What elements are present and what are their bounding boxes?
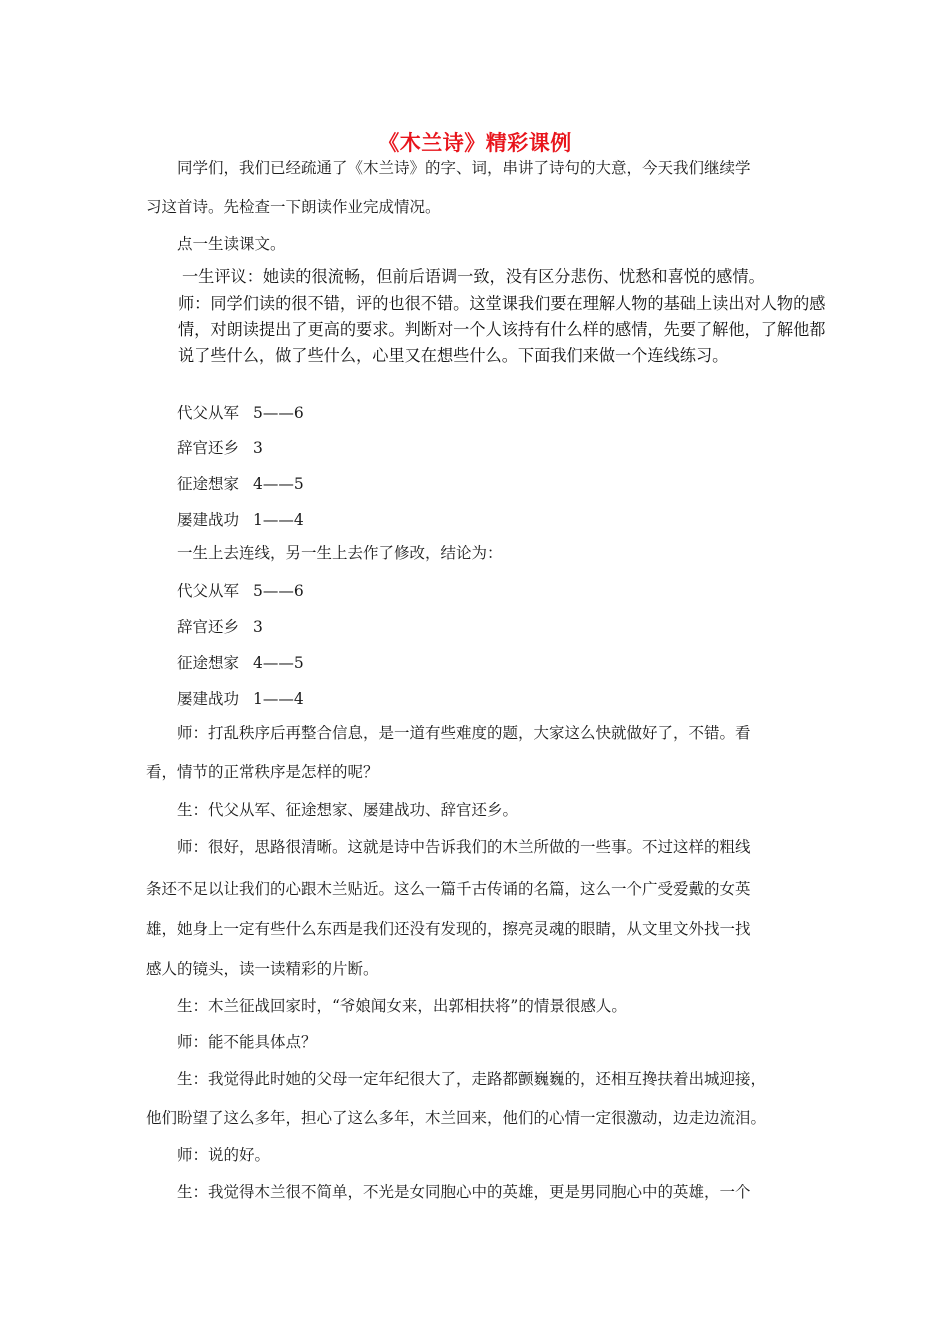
list-item-label: 辞官还乡 <box>177 439 240 457</box>
intro-line-1: 同学们，我们已经疏通了《木兰诗》的字、词，串讲了诗句的大意，今天我们继续学 <box>177 159 751 177</box>
list-item-label: 屡建战功 <box>177 690 240 708</box>
list-item-label: 征途想家 <box>177 654 240 672</box>
list-item <box>177 472 304 494</box>
list-item-value: 1——4 <box>253 511 304 529</box>
teacher-remark-2-line-3: 雄，她身上一定有些什么东西是我们还没有发现的，擦亮灵魂的眼睛，从文里文外找一找 <box>146 920 751 938</box>
intro-line-2: 习这首诗。先检查一下朗读作业完成情况。 <box>146 198 441 216</box>
list-item-value: 3 <box>253 618 263 636</box>
list-item-value: 4——5 <box>253 654 304 672</box>
list-item-label: 征途想家 <box>177 475 240 493</box>
teacher-remark-2-line-4: 感人的镜头，读一读精彩的片断。 <box>146 960 379 978</box>
list-item-value: 1——4 <box>253 690 304 708</box>
list-item-label: 代父从军 <box>177 582 240 600</box>
teacher-remark-4: 师：说的好。 <box>177 1146 271 1164</box>
list-item <box>177 436 263 458</box>
read-instruction: 点一生读课文。 <box>177 235 286 253</box>
list-item-label: 屡建战功 <box>177 511 240 529</box>
list-item <box>177 508 304 530</box>
teacher-remark-1-line-1: 师：打乱秩序后再整合信息，是一道有些难度的题，大家这么快就做好了，不错。看 <box>177 724 751 742</box>
list-item <box>177 615 263 637</box>
list-item-label: 辞官还乡 <box>177 618 240 636</box>
list-item <box>177 579 304 601</box>
list-item-value: 5——6 <box>253 404 304 422</box>
image-block-line-1: 一生评议：她读的很流畅，但前后语调一致，没有区分悲伤、忧愁和喜悦的感情。 <box>182 267 765 286</box>
image-block-line-3: 情，对朗读提出了更高的要求。判断对一个人该持有什么样的感情，先要了解他，了解他都 <box>178 320 826 339</box>
teacher-remark-1-line-2: 看，情节的正常秩序是怎样的呢？ <box>146 763 379 781</box>
list-item <box>177 687 304 709</box>
student-reply-2: 生：木兰征战回家时，“爷娘闻女来，出郭相扶将”的情景很感人。 <box>177 997 627 1015</box>
student-reply-4: 生：我觉得木兰很不简单，不光是女同胞心中的英雄，更是男同胞心中的英雄，一个 <box>177 1183 751 1201</box>
list-item <box>177 401 304 423</box>
teacher-remark-3: 师：能不能具体点？ <box>177 1033 317 1051</box>
list-item-value: 3 <box>253 439 263 457</box>
list-item-value: 5——6 <box>253 582 304 600</box>
student-reply-3-line-2: 他们盼望了这么多年，担心了这么多年，木兰回来，他们的心情一定很激动，边走边流泪。 <box>146 1109 767 1127</box>
image-block-line-2: 师：同学们读的很不错，评的也很不错。这堂课我们要在理解人物的基础上读出对人物的感 <box>178 294 826 313</box>
list-item-value: 4——5 <box>253 475 304 493</box>
student-reply-1: 生：代父从军、征途想家、屡建战功、辞官还乡。 <box>177 801 519 819</box>
list-item <box>177 651 304 673</box>
list-item-label: 代父从军 <box>177 404 240 422</box>
connect-result-paragraph: 一生上去连线，另一生上去作了修改，结论为： <box>177 544 503 562</box>
teacher-remark-2-line-1: 师：很好，思路很清晰。这就是诗中告诉我们的木兰所做的一些事。不过这样的粗线 <box>177 838 751 856</box>
page-title: 《木兰诗》精彩课例 <box>378 131 572 155</box>
student-reply-3-line-1: 生：我觉得此时她的父母一定年纪很大了，走路都颤巍巍的，还相互搀扶着出城迎接， <box>177 1070 767 1088</box>
image-block-line-4: 说了些什么，做了些什么，心里又在想些什么。下面我们来做一个连线练习。 <box>178 346 729 365</box>
teacher-remark-2-line-2: 条还不足以让我们的心跟木兰贴近。这么一篇千古传诵的名篇，这么一个广受爱戴的女英 <box>146 880 751 898</box>
